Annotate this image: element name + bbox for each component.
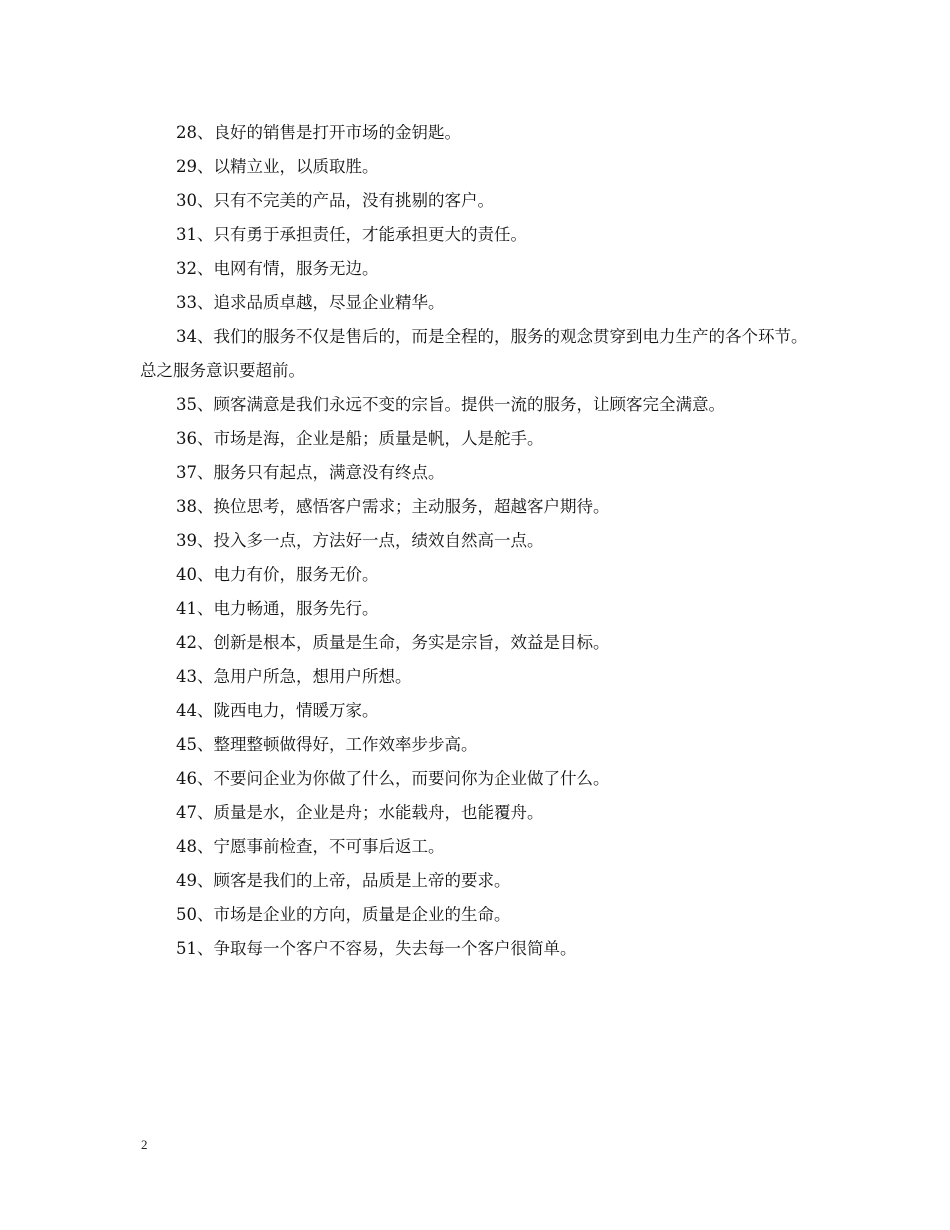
list-item: 44、陇西电力，情暖万家。 [176,701,379,720]
list-item: 46、不要问企业为你做了什么，而要问你为企业做了什么。 [176,769,610,788]
list-item: 28、良好的销售是打开市场的金钥匙。 [176,123,461,142]
list-item: 31、只有勇于承担责任，才能承担更大的责任。 [176,225,527,244]
page-number: 2 [141,1137,148,1152]
list-item: 36、市场是海，企业是船；质量是帆，人是舵手。 [176,429,544,448]
list-item: 45、整理整顿做得好，工作效率步步高。 [176,735,478,754]
list-item: 41、电力畅通，服务先行。 [176,599,379,618]
list-item: 50、市场是企业的方向，质量是企业的生命。 [176,905,511,924]
list-item: 51、争取每一个客户不容易，失去每一个客户很简单。 [176,939,577,958]
list-item: 37、服务只有起点，满意没有终点。 [176,463,445,482]
list-item: 49、顾客是我们的上帝，品质是上帝的要求。 [176,871,511,890]
slogan-list [140,116,820,966]
list-item: 34、我们的服务不仅是售后的，而是全程的，服务的观念贯穿到电力生产的各个环节。总之服务意识要超前。 [140,327,808,380]
list-item: 43、急用户所急，想用户所想。 [176,667,412,686]
list-item: 39、投入多一点，方法好一点，绩效自然高一点。 [176,531,544,550]
list-item: 32、电网有情，服务无边。 [176,259,379,278]
list-item: 33、追求品质卓越，尽显企业精华。 [176,293,445,312]
list-item: 38、换位思考，感悟客户需求；主动服务，超越客户期待。 [176,497,610,516]
list-item: 40、电力有价，服务无价。 [176,565,379,584]
list-item: 48、宁愿事前检查，不可事后返工。 [176,837,445,856]
list-item: 29、以精立业，以质取胜。 [176,157,379,176]
list-item: 42、创新是根本，质量是生命，务实是宗旨，效益是目标。 [176,633,610,652]
list-item: 35、顾客满意是我们永远不变的宗旨。提供一流的服务，让顾客完全满意。 [176,395,725,414]
list-item: 47、质量是水，企业是舟；水能载舟，也能覆舟。 [176,803,544,822]
list-item: 30、只有不完美的产品，没有挑剔的客户。 [176,191,494,210]
